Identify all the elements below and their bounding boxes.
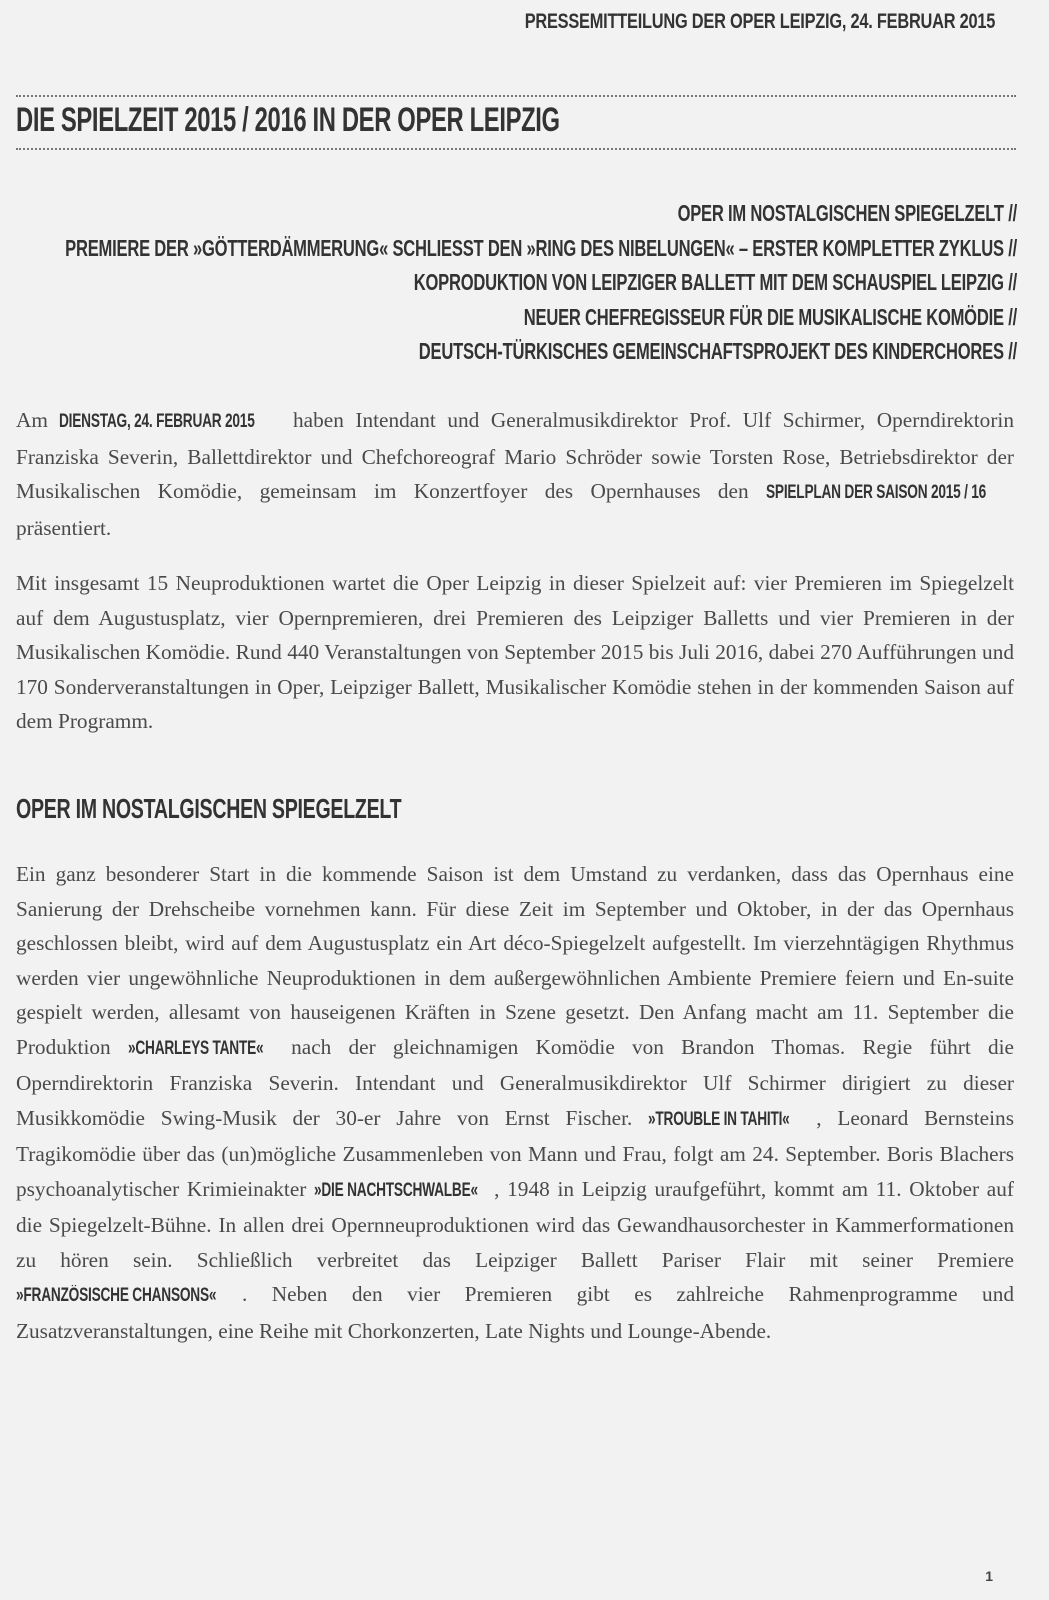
summary-paragraph: Mit insgesamt 15 Neuproduktionen wartet die Oper Leipzig in dieser Spielzeit auf: vier Premieren im Spiegelzelt auf dem Augustusplatz, vier Opernpremieren, drei Premieren des Leipziger Balletts und vier Premieren in der Musikalischen Komödie. Rund 440 Veranstaltungen von September 2015 bis Juli 2016, dabei 270 Aufführungen und 170 Sonderveranstaltungen in Oper, Leipziger Ballett, Musikalischer Komödie stehen in der kommenden Saison auf dem Programm.	[16, 571, 1014, 733]
section-text: nach der gleichnamigen Komödie von Brandon Thomas. Regie führt die Operndirektorin Franziska Severin. Intendant und Generalmusikdirektor Ulf Schirmer dirigiert zu dieser Musikkomödie Swing-Musik der 30-er Jahre von Ernst Fischer.	[16, 1034, 1014, 1130]
section-text: . Neben den vier Premieren gibt es zahlreiche Rahmenprogramme und Zusatzveranstaltungen, eine Reihe mit Chorkonzerten, Late Nights und Lounge-Abende.	[16, 1282, 1014, 1343]
intro-text: haben Intendant und Generalmusikdirektor Prof. Ulf Schirmer, Operndirektorin Franziska Severin, Ballettdirektor und Chefchoreograf Mario Schröder sowie Torsten Rose, Betriebsdirektor der Musikalischen Komödie, gemeinsam im Konzertfoyer des Opernhauses den	[16, 408, 1014, 503]
section-text: , Leonard Bernsteins Tragikomödie über das (un)mögliche Zusammenleben von Mann und Frau, folgt am 24. September. Boris Blachers psychoanalytischer Krimieinakter	[16, 1105, 1014, 1201]
subheadline: KOPRODUKTION VON LEIPZIGER BALLETT MIT DEM SCHAUSPIEL LEIPZIG //	[413, 269, 1017, 295]
subheadline: NEUER CHEFREGISSEUR FÜR DIE MUSIKALISCHE KOMÖDIE //	[523, 303, 1017, 330]
page-title: DIE SPIELZEIT 2015 / 2016 IN DER OPER LEIPZIG	[16, 101, 560, 139]
section-paragraph	[16, 857, 1014, 1348]
subheadline: PREMIERE DER »GÖTTERDÄMMERUNG« SCHLIESST DEN »RING DES NIBELUNGEN« – ERSTER KOMPLETTER ZYKLUS //	[65, 234, 1017, 261]
intro-paragraph	[16, 403, 1014, 545]
production-title-highlight: »FRANZÖSISCHE CHANSONS«	[16, 1285, 217, 1306]
production-title-highlight: »TROUBLE IN TAHITI«	[648, 1108, 790, 1130]
page-number: 1	[985, 1568, 993, 1584]
subheadline: OPER IM NOSTALGISCHEN SPIEGELZELT //	[677, 200, 1017, 226]
subheadline: DEUTSCH-TÜRKISCHES GEMEINSCHAFTSPROJEKT DES KINDERCHORES //	[418, 338, 1017, 364]
date-highlight: DIENSTAG, 24. FEBRUAR 2015	[59, 411, 256, 432]
section-heading: OPER IM NOSTALGISCHEN SPIEGELZELT	[16, 793, 402, 824]
title-block	[16, 95, 1016, 150]
section-text: , 1948 in Leipzig uraufgeführt, kommt am 11. Oktober auf die Spiegelzelt-Bühne. In allen drei Opernneuproduktionen wird das Gewandhausorchester in Kammerformationen zu hören sein. Schließlich verbreitet das Leipziger Ballett Pariser Flair mit seiner Premiere	[16, 1176, 1014, 1272]
intro-text: präsentiert.	[16, 515, 112, 540]
section-text: Ein ganz besonderer Start in die kommende Saison ist dem Umstand zu verdanken, dass das Opernhaus eine Sanierung der Drehscheibe vornehmen kann. Für diese Zeit im September und Oktober, in der das Opernhaus geschlossen bleibt, wird auf dem Augustusplatz ein Art déco-Spiegelzelt aufgestellt. Im vierzehntägigen Rhythmus werden vier ungewöhnliche Neuproduktionen in dem außergewöhnlichen Ambiente Premiere feiern und En-suite gespielt werden, allesamt von hauseigenen Kräften in Szene gesetzt. Den Anfang macht am 11. September die Produktion	[16, 862, 1014, 1059]
production-title-highlight: »DIE NACHTSCHWALBE«	[314, 1179, 478, 1201]
subheadline-list	[0, 196, 1017, 369]
press-release-header: PRESSEMITTEILUNG DER OPER LEIPZIG, 24. FEBRUAR 2015	[524, 10, 995, 33]
production-title-highlight: »CHARLEYS TANTE«	[127, 1037, 264, 1059]
intro-text: Am	[16, 408, 60, 432]
season-plan-highlight: SPIELPLAN DER SAISON 2015 / 16	[766, 482, 987, 503]
